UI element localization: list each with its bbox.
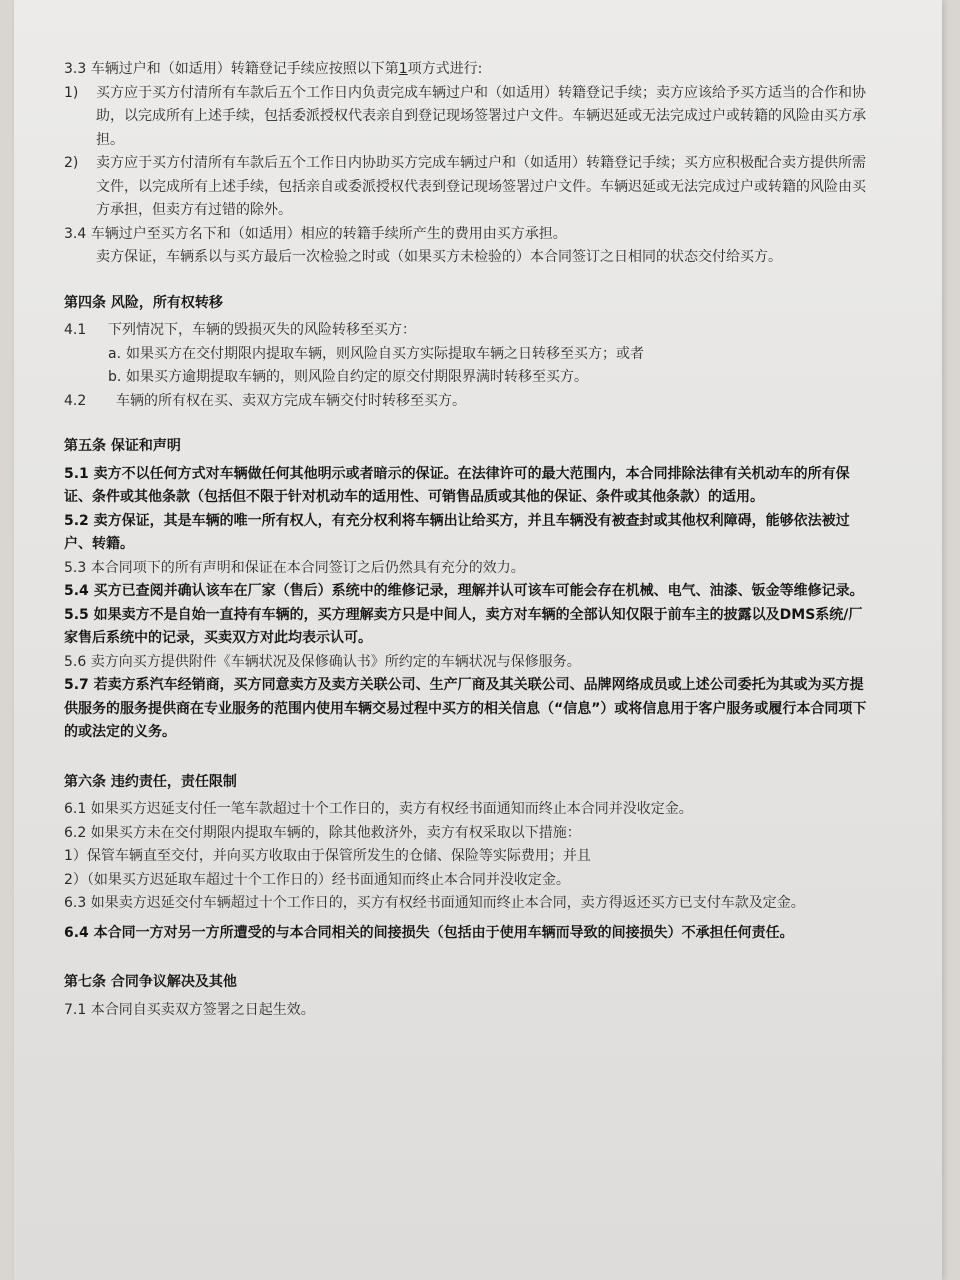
clause-6-4: 6.4 本合同一方对另一方所遭受的与本合同相关的间接损失（包括由于使用车辆而导致的间接损失）不承担任何责任。: [64, 924, 794, 941]
clause-4-1-b: b. 如果买方逾期提取车辆的，则风险自约定的原交付期限界满时转移至买方。: [108, 369, 588, 385]
section-5-title: 第五条 保证和声明: [64, 438, 181, 454]
clause-3-3-item-1: 1) 买方应于买方付清所有车款后五个工作日内负责完成车辆过户和（如适用）转籍登记手续；卖方应该给予买方适当的合作和协助，以完成所有上述手续，包括委派授权代表亲自到登记现场签署过户文件。车辆迟延或无法完成过户或转籍的风险由买方承担。: [64, 84, 866, 148]
contract-text: [64, 58, 874, 1022]
clause-6-3: 6.3 如果卖方迟延交付车辆超过十个工作日的，买方有权经书面通知而终止本合同，卖方得返还买方已支付车款及定金。: [64, 895, 805, 911]
section-4-title: 第四条 风险，所有权转移: [64, 294, 223, 311]
clause-6-2-item-1: 1）保管车辆直至交付，并向买方收取由于保管所发生的仓储、保险等实际费用；并且: [64, 848, 591, 864]
section-7-title: 第七条 合同争议解决及其他: [64, 974, 237, 990]
clause-5-4: 5.4 买方已查阅并确认该车在厂家（售后）系统中的维修记录，理解并认可该车可能会存在机械、电气、油漆、钣金等维修记录。: [64, 583, 864, 599]
clause-5-6: 5.6 卖方向买方提供附件《车辆状况及保修确认书》所约定的车辆状况与保修服务。: [64, 653, 581, 670]
document-page: [14, 0, 942, 1280]
clause-5-3: 5.3 本合同项下的所有声明和保证在本合同签订之后仍然具有充分的效力。: [64, 559, 525, 576]
clause-6-2-item-2: 2）（如果买方迟延取车超过十个工作日的）经书面通知而终止本合同并没收定金。: [64, 871, 570, 888]
clause-5-5: 5.5 如果卖方不是自始一直持有车辆的，买方理解卖方只是中间人，卖方对车辆的全部认知仅限于前车主的披露以及DMS系统/厂家售后系统中的记录，买卖双方对此均表示认可。: [64, 606, 863, 646]
clause-6-2: 6.2 如果买方未在交付期限内提取车辆的，除其他救济外，卖方有权采取以下措施：: [64, 824, 581, 841]
clause-5-7: 5.7 若卖方系汽车经销商，买方同意卖方及卖方关联公司、生产厂商及其关联公司、品牌网络成员或上述公司委托为其或为买方提供服务的服务提供商在专业服务的范围内使用车辆交易过程中买方的相关信息（“信息”）或将信息用于客户服务或履行本合同项下的或法定的义务。: [64, 677, 867, 740]
clause-4-1-a: a. 如果买方在交付期限内提取车辆，则风险自买方实际提取车辆之日转移至买方；或者: [108, 345, 644, 362]
clause-4-1: 4.1 下列情况下，车辆的毁损灭失的风险转移至买方：: [64, 322, 416, 338]
clause-5-2: 5.2 卖方保证，其是车辆的唯一所有权人，有充分权利将车辆出让给买方，并且车辆没有被查封或其他权利障碍，能够依法被过户、转籍。: [64, 512, 850, 552]
clause-3-3: 3.3 车辆过户和（如适用）转籍登记手续应按照以下第1项方式进行:: [64, 61, 483, 77]
clause-5-1: 5.1 卖方不以任何方式对车辆做任何其他明示或者暗示的保证。在法律许可的最大范围内，本合同排除法律有关机动车的所有保证、条件或其他条款（包括但不限于针对机动车的适用性、可销售品质或其他的保证、条件或其他条款）的适用。: [64, 465, 850, 505]
seller-guarantee: 卖方保证，车辆系以与买方最后一次检验之时或（如果买方未检验的）本合同签订之日相同的状态交付给买方。: [96, 249, 782, 265]
clause-3-3-item-2: 2) 卖方应于买方付清所有车款后五个工作日内协助买方完成车辆过户和（如适用）转籍登记手续；买方应积极配合卖方提供所需文件，以完成所有上述手续，包括亲自或委派授权代表到登记现场签署过户文件。车辆迟延或无法完成过户或转籍的风险由买方承担，但卖方有过错的除外。: [64, 155, 866, 218]
clause-4-2: 4.2 车辆的所有权在买、卖双方完成车辆交付时转移至买方。: [64, 392, 466, 409]
option-number: 1: [398, 61, 408, 77]
clause-3-4: 3.4 车辆过户至买方名下和（如适用）相应的转籍手续所产生的费用由买方承担。: [64, 225, 567, 242]
clause-7-1: 7.1 本合同自买卖双方签署之日起生效。: [64, 1001, 315, 1018]
section-6-title: 第六条 违约责任，责任限制: [64, 773, 237, 790]
clause-6-1: 6.1 如果买方迟延支付任一笔车款超过十个工作日的，卖方有权经书面通知而终止本合同并没收定金。: [64, 801, 693, 817]
